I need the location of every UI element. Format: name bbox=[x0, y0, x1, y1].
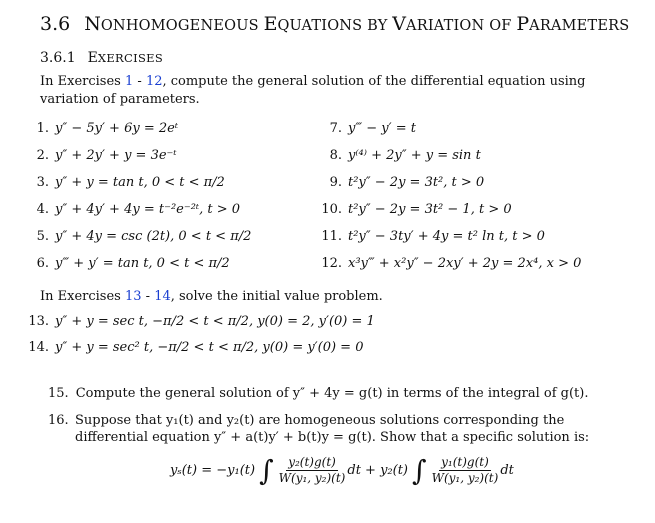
formula-middle: dt + y₂(t) bbox=[347, 463, 409, 478]
fraction-denominator: W(y₁, y₂)(t) bbox=[278, 471, 346, 485]
exercise-text: Suppose that y₁(t) and y₂(t) are homogeneous solutions corresponding the differential equation y″ + a(t)y′ + b(t)y = g(t). Show that a specific solution is: bbox=[75, 413, 590, 445]
section-number: 3.6 bbox=[40, 13, 71, 35]
exercise-equation: y⁽⁴⁾ + 2y″ + y = sin t bbox=[348, 148, 481, 163]
section-title-part: ARAMETERS bbox=[529, 18, 630, 34]
intro-text: , compute the general solution of the differential equation using variation of parameters. bbox=[40, 74, 586, 107]
exercise-15 bbox=[48, 386, 589, 401]
exercise-equation: y″ + y = sec² t, −π/2 < t < π/2, y(0) = y′(0) = 0 bbox=[55, 340, 364, 355]
exercise-label: 1. bbox=[36, 121, 49, 136]
exercise-link-start[interactable]: 1 bbox=[124, 74, 134, 89]
exercise-10 bbox=[320, 202, 512, 217]
fraction-numerator: y₁(t)g(t) bbox=[441, 455, 489, 469]
exercise-label: 4. bbox=[36, 202, 49, 217]
section-title-part: ARIATION OF bbox=[406, 18, 517, 34]
exercise-14 bbox=[27, 340, 363, 355]
exercise-equation: t²y″ − 2y = 3t², t > 0 bbox=[348, 175, 485, 190]
exercise-label: 3. bbox=[36, 175, 49, 190]
exercise-label: 8. bbox=[329, 148, 342, 163]
ivp-link-end[interactable]: 14 bbox=[154, 289, 171, 304]
exercise-text: Compute the general solution of y″ + 4y = g(t) in terms of the integral of g(t). bbox=[75, 386, 589, 401]
exercise-label: 2. bbox=[36, 148, 49, 163]
exercise-equation: y‴ + y′ = tan t, 0 < t < π/2 bbox=[55, 256, 230, 271]
exercise-equation: t²y″ − 3ty′ + 4y = t² ln t, t > 0 bbox=[348, 229, 545, 244]
exercise-label: 14. bbox=[28, 340, 49, 355]
section-title-part: QUATIONS BY bbox=[277, 18, 393, 34]
exercise-13 bbox=[27, 314, 375, 329]
exercise-4 bbox=[27, 202, 240, 217]
exercise-label: 7. bbox=[329, 121, 342, 136]
integral-sign: ∫ bbox=[412, 453, 427, 487]
ivp-intro-text: , solve the initial value problem. bbox=[170, 289, 383, 304]
exercise-equation: t²y″ − 2y = 3t² − 1, t > 0 bbox=[348, 202, 512, 217]
exercise-8 bbox=[320, 148, 481, 163]
intro-paragraph bbox=[40, 73, 615, 109]
exercise-label: 10. bbox=[321, 202, 342, 217]
subsection-title-part: E bbox=[87, 50, 98, 66]
exercise-label: 12. bbox=[321, 256, 342, 271]
exercise-label: 11. bbox=[321, 229, 342, 244]
exercise-6 bbox=[27, 256, 230, 271]
exercise-label: 5. bbox=[36, 229, 49, 244]
exercise-12 bbox=[320, 256, 581, 271]
exercise-equation: y″ + y = sec t, −π/2 < t < π/2, y(0) = 2, y′(0) = 1 bbox=[55, 314, 375, 329]
exercise-2 bbox=[27, 148, 177, 163]
exercise-label: 13. bbox=[28, 314, 49, 329]
exercise-label: 15. bbox=[48, 386, 69, 401]
exercise-equation: y″ + y = tan t, 0 < t < π/2 bbox=[55, 175, 225, 190]
formula-fraction-2 bbox=[432, 455, 499, 486]
section-title bbox=[40, 13, 629, 35]
exercise-link-end[interactable]: 12 bbox=[145, 74, 163, 89]
formula-fraction-1 bbox=[279, 455, 346, 486]
exercise-equation: y″ − 5y′ + 6y = 2eᵗ bbox=[55, 121, 179, 136]
exercise-equation: y″ + 4y = csc (2t), 0 < t < π/2 bbox=[55, 229, 252, 244]
section-title-part: V bbox=[392, 13, 407, 35]
formula-end: dt bbox=[500, 463, 514, 478]
section-title-part: P bbox=[516, 13, 530, 35]
subsection-number: 3.6.1 bbox=[40, 50, 76, 66]
exercise-equation: y‴ − y′ = t bbox=[348, 121, 416, 136]
intro-text: In Exercises bbox=[40, 74, 125, 89]
particular-solution-formula bbox=[170, 455, 514, 486]
exercise-equation: y″ + 4y′ + 4y = t⁻²e⁻²ᵗ, t > 0 bbox=[55, 202, 241, 217]
section-title-part: ONHOMOGENEOUS bbox=[100, 18, 264, 34]
ivp-intro-text: In Exercises bbox=[40, 289, 125, 304]
fraction-denominator: W(y₁, y₂)(t) bbox=[431, 471, 499, 485]
ivp-intro-dash: - bbox=[141, 289, 155, 304]
ivp-intro-paragraph bbox=[40, 289, 383, 304]
exercise-3 bbox=[27, 175, 225, 190]
section-title-part: N bbox=[84, 13, 101, 35]
exercise-equation: y″ + 2y′ + y = 3e⁻ᵗ bbox=[55, 148, 177, 163]
ivp-link-start[interactable]: 13 bbox=[124, 289, 142, 304]
section-title-part: E bbox=[263, 13, 278, 35]
exercise-7 bbox=[320, 121, 416, 136]
exercise-label: 6. bbox=[36, 256, 49, 271]
exercise-equation: x³y‴ + x²y″ − 2xy′ + 2y = 2x⁴, x > 0 bbox=[348, 256, 582, 271]
exercise-5 bbox=[27, 229, 251, 244]
fraction-numerator: y₂(t)g(t) bbox=[288, 455, 336, 469]
exercise-11 bbox=[320, 229, 545, 244]
intro-dash: - bbox=[133, 74, 146, 89]
subsection-title-part: XERCISES bbox=[97, 51, 163, 65]
integral-sign: ∫ bbox=[259, 453, 274, 487]
exercise-label: 16. bbox=[48, 413, 69, 428]
exercise-label: 9. bbox=[329, 175, 342, 190]
exercise-9 bbox=[320, 175, 484, 190]
exercise-1 bbox=[27, 121, 178, 136]
exercise-16 bbox=[48, 412, 608, 446]
formula-lhs: yₛ(t) = −y₁(t) bbox=[170, 463, 256, 478]
subsection-title bbox=[40, 50, 163, 66]
